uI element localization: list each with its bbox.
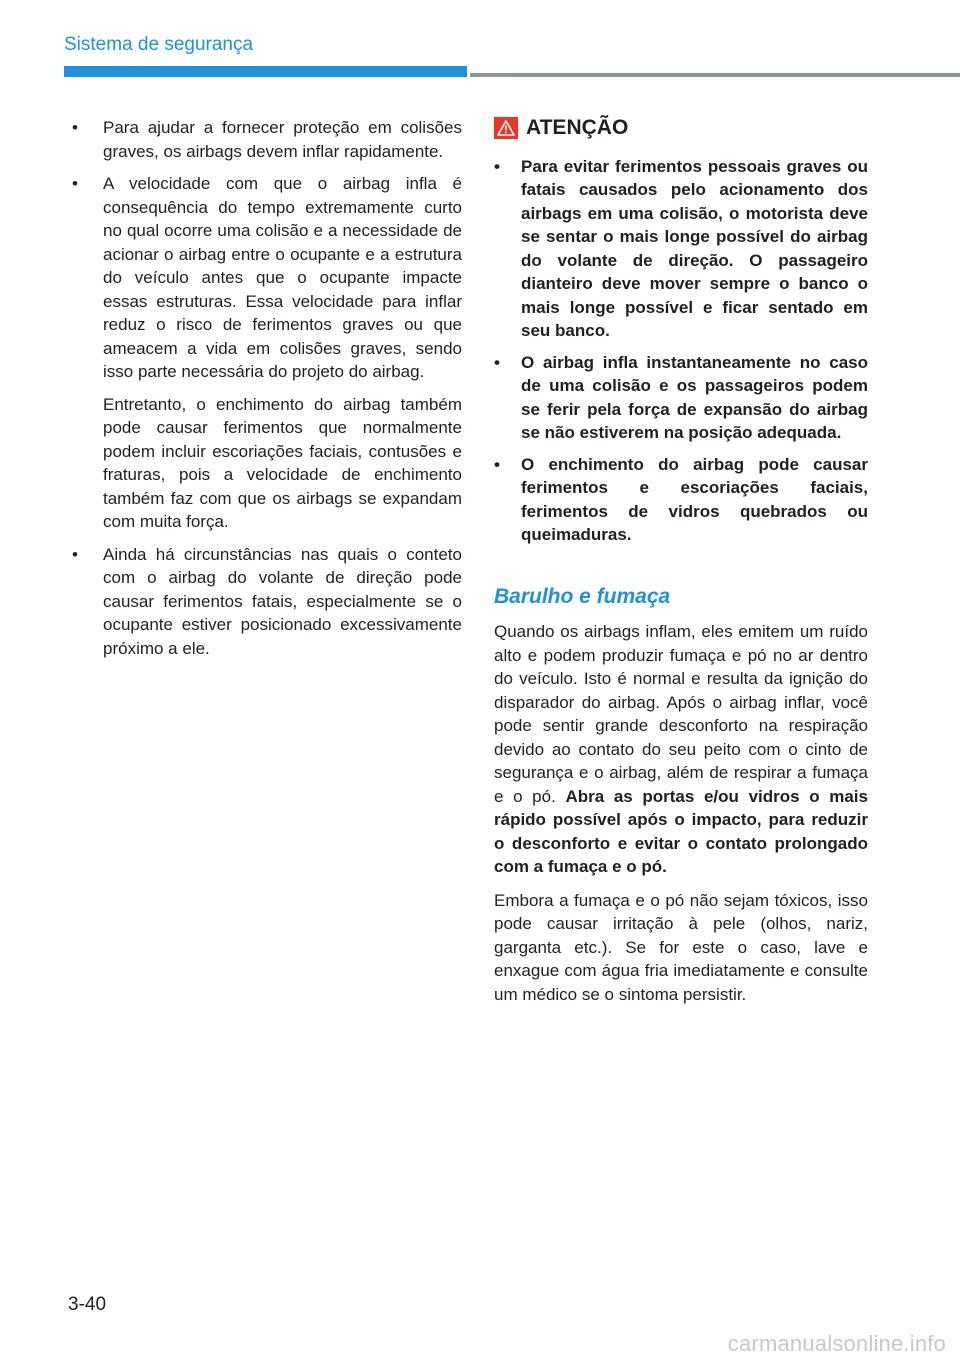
- header-title: Sistema de segurança: [64, 34, 254, 55]
- page-number: 3-40: [68, 1294, 107, 1315]
- list-item-text: A velocidade com que o airbag infla é consequência do tempo extremamente curto no qual ocorre uma colisão e a necessidade de acionar o airbag entre o ocupante e a estrutura do veículo antes que o ocupante impacte essas estruturas. Essa velocidade para inflar reduz o risco de ferimentos graves ou que ameacem a vida em colisões graves, sendo isso parte necessária do projeto do airbag.: [103, 174, 462, 381]
- paragraph-bold-text: Abra as portas e/ou vidros o mais rápido possível após o impacto, para reduzir o desconforto e evitar o contato prolongado com a fumaça e o pó.: [494, 786, 868, 876]
- list-item-text: Para ajudar a fornecer proteção em colisões graves, os airbags devem inflar rapidamente.: [103, 118, 462, 161]
- list-item: [70, 172, 462, 534]
- bullet-icon: •: [494, 156, 500, 176]
- right-column: [494, 116, 868, 1016]
- list-item-text: Entretanto, o enchimento do airbag também pode causar ferimentos que normalmente podem incluir escoriações faciais, contusões e fraturas, pois a velocidade de enchimento também faz com que os airbags se expandam com muita força.: [103, 394, 462, 531]
- warning-list: [494, 155, 868, 547]
- warning-box: [494, 116, 868, 547]
- list-item: [494, 453, 868, 547]
- watermark: carmanualsonline.info: [727, 1331, 946, 1356]
- list-item-text: O airbag infla instantaneamente no caso de uma colisão e os passageiros podem se ferir pela força de expansão do airbag se não estiverem na posição adequada.: [521, 352, 868, 442]
- list-item: [70, 116, 462, 163]
- warning-header: [494, 116, 868, 140]
- bullet-icon: •: [72, 544, 78, 564]
- bullet-icon: •: [494, 454, 500, 474]
- list-item-text: O enchimento do airbag pode causar ferimentos e escoriações faciais, ferimentos de vidros quebrados ou queimaduras.: [521, 454, 868, 544]
- warning-triangle-icon: [494, 117, 518, 139]
- bullet-icon: •: [72, 118, 78, 137]
- list-item-text: Para evitar ferimentos pessoais graves ou fatais causados pelo acionamento dos airbags em uma colisão, o motorista deve se sentar o mais longe possível do airbag do volante de direção. O passageiro dianteiro deve mover sempre o banco o mais longe possível e ficar sentado em seu banco.: [521, 156, 868, 340]
- paragraph: Embora a fumaça e o pó não sejam tóxicos, isso pode causar irritação à pele (olhos, nariz, garganta etc.). Se for este o caso, lave e enxague com água fria imediatamente e consulte um médico se o sintoma persistir.: [494, 890, 868, 1004]
- bullet-icon: •: [494, 352, 500, 372]
- left-column: [70, 116, 462, 669]
- header-accent-bar: [64, 66, 467, 77]
- list-item: [494, 155, 868, 343]
- paragraph-text: Quando os airbags inflam, eles emitem um ruído alto e podem produzir fumaça e pó no ar dentro do veículo. Isto é normal e resulta da ignição do disparador do airbag. Após o airbag inflar, você pode sentir grande desconforto na respiração devido ao contato do seu peito com o cinto de segurança e o airbag, além de respirar a fumaça e o pó.: [494, 622, 868, 806]
- list-item: [494, 351, 868, 445]
- header-divider-bar: [470, 73, 960, 77]
- left-bullet-list: [70, 116, 462, 660]
- paragraph: [494, 620, 868, 879]
- list-item: [70, 543, 462, 661]
- section-title: Barulho e fumaça: [494, 584, 671, 608]
- warning-title: ATENÇÃO: [526, 116, 629, 139]
- list-item-text: Ainda há circunstâncias nas quais o conteto com o airbag do volante de direção pode causar ferimentos fatais, especialmente se o ocupante estiver posicionado excessivamente próximo a ele.: [103, 544, 462, 658]
- bullet-icon: •: [72, 174, 78, 193]
